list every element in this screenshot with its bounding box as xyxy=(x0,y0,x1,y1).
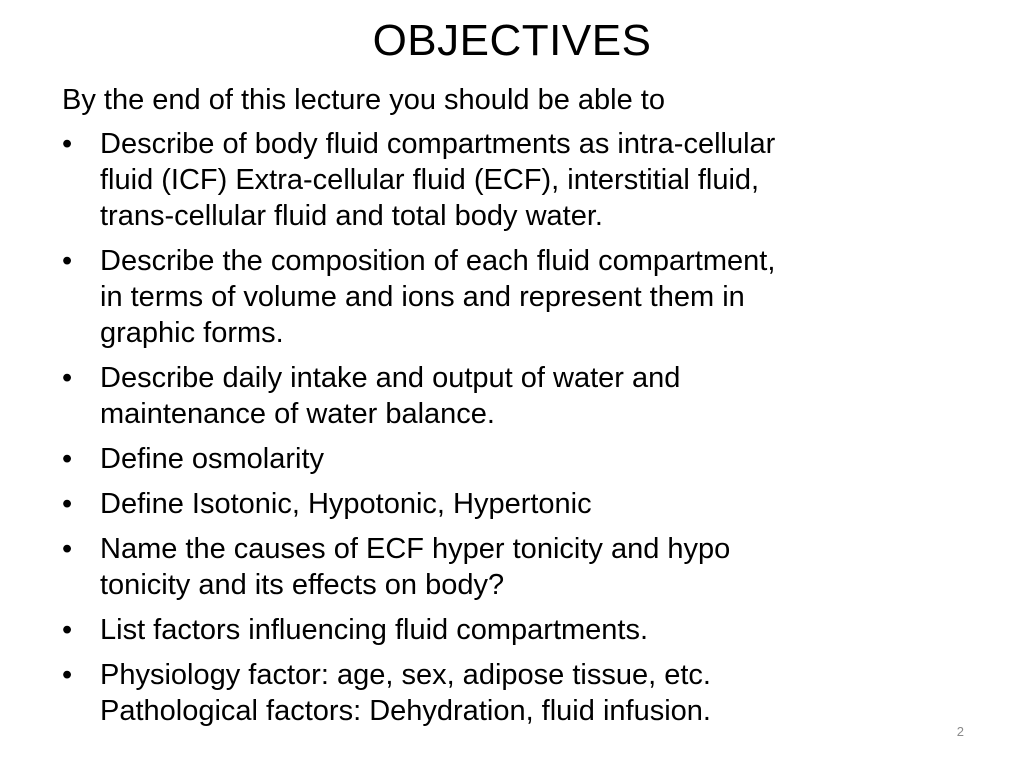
bullet-line: trans-cellular fluid and total body water. xyxy=(100,200,603,232)
bullet-line: in terms of volume and ions and represent them in xyxy=(100,281,745,313)
list-item xyxy=(62,441,962,477)
bullet-line: Describe of body fluid compartments as intra-cellular xyxy=(100,128,776,160)
list-item xyxy=(62,486,962,522)
bullet-line: maintenance of water balance. xyxy=(100,398,495,430)
list-item xyxy=(62,612,962,648)
bullet-icon: • xyxy=(62,614,73,646)
bullet-line: Physiology factor: age, sex, adipose tissue, etc. xyxy=(100,659,711,691)
list-item xyxy=(62,360,962,432)
objectives-list xyxy=(62,126,962,738)
bullet-icon: • xyxy=(62,659,73,691)
bullet-icon: • xyxy=(62,533,73,565)
list-item xyxy=(62,243,962,351)
list-item xyxy=(62,531,962,603)
bullet-line: fluid (ICF) Extra-cellular fluid (ECF), interstitial fluid, xyxy=(100,164,760,196)
bullet-line: Pathological factors: Dehydration, fluid infusion. xyxy=(100,695,711,727)
slide-title: OBJECTIVES xyxy=(372,16,652,65)
intro-text: By the end of this lecture you should be able to xyxy=(62,84,665,116)
bullet-line: Describe the composition of each fluid compartment, xyxy=(100,245,776,277)
bullet-icon: • xyxy=(62,443,73,475)
list-item xyxy=(62,657,962,729)
bullet-line: List factors influencing fluid compartments. xyxy=(100,614,649,646)
bullet-icon: • xyxy=(62,362,73,394)
bullet-line: Define osmolarity xyxy=(100,443,325,475)
bullet-icon: • xyxy=(62,245,73,277)
bullet-line: tonicity and its effects on body? xyxy=(100,569,505,601)
list-item xyxy=(62,126,962,234)
bullet-line: Name the causes of ECF hyper tonicity and hypo xyxy=(100,533,731,565)
bullet-line: Describe daily intake and output of water and xyxy=(100,362,681,394)
bullet-icon: • xyxy=(62,488,73,520)
page-number: 2 xyxy=(956,724,964,739)
bullet-line: graphic forms. xyxy=(100,317,284,349)
bullet-icon: • xyxy=(62,128,73,160)
bullet-line: Define Isotonic, Hypotonic, Hypertonic xyxy=(100,488,592,520)
